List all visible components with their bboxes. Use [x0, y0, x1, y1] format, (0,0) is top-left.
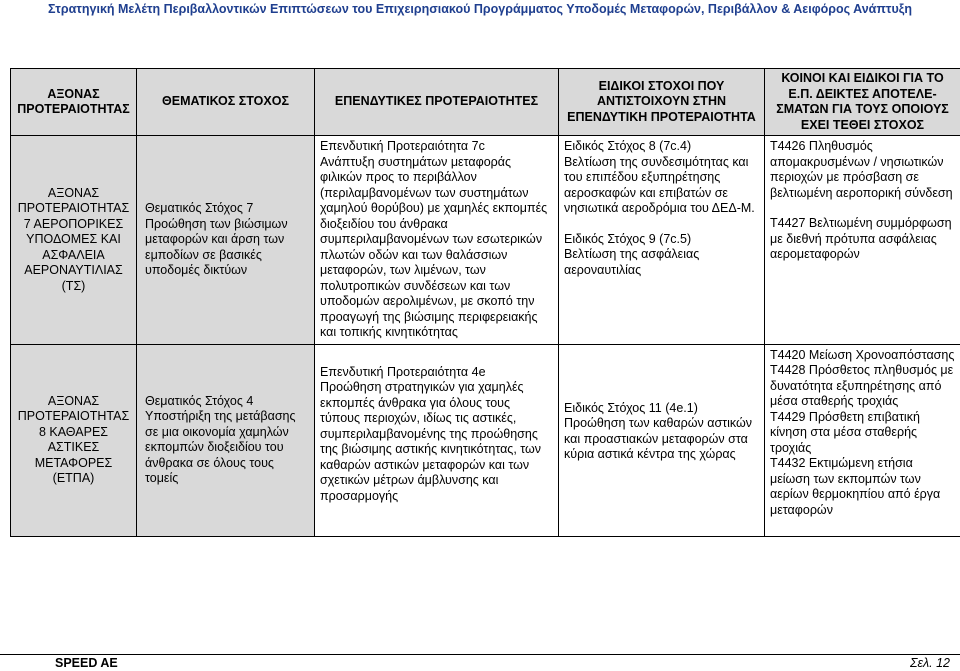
axis-cell: ΑΞΟΝΑΣ ΠΡΟΤΕΡΑΙΟΤΗΤΑΣ 8 ΚΑΘΑΡΕΣ ΑΣΤΙΚΕΣ ΜΕΤΑΦΟΡΕΣ (ΕΤΠΑ)	[11, 344, 137, 536]
header-specific-goals: ΕΙΔΙΚΟΙ ΣΤΟΧΟΙ ΠΟΥ ΑΝΤΙΣΤΟΙΧΟΥΝ ΣΤΗΝ ΕΠΕΝΔΥΤΙΚΗ ΠΡΟΤΕΡΑΙΟΤΗΤΑ	[559, 69, 765, 136]
thematic-goal-text: Προώθηση των βιώσιμων μεταφορών και άρση των εμποδίων σε βασικές υποδομές δικτύων	[145, 216, 288, 277]
specific-goals-cell	[559, 136, 765, 345]
investment-priority-text: Ανάπτυξη συστημάτων μεταφοράς φιλικών προς το περιβάλλον (περιλαμβανομένων των συστημάτων χαμηλού θορύβου) με χαμηλές εκπομπές διοξειδίου του άνθρακα συμπεριλαμβανομένων των εσωτερικών πλωτών οδών και των θαλάσσιων μεταφορών, των λιμένων, των πολυτροπικών συνδέσεων και των υποδομών αερολιμένων, με σκοπό την προαγωγή της βιώσιμης περιφερειακής και τοπικής κινητικότητας	[320, 154, 548, 339]
indicator-item: T4426 Πληθυσμός απομακρυσμένων / νησιωτικών περιοχών με πρόσβαση σε βελτιωμένη αεροπορική σύνδεση	[770, 139, 953, 200]
specific-goals-cell	[559, 344, 765, 536]
indicators-cell	[765, 136, 960, 345]
indicator-item: T4428 Πρόσθετος πληθυσμός με δυνατότητα εξυπηρέτησης από μέσα σταθερής τροχιάς	[770, 363, 954, 408]
thematic-goal-title: Θεματικός Στόχος 4	[145, 393, 254, 408]
investment-priority-cell	[315, 136, 559, 345]
specific-goal-text: Προώθηση των καθαρών αστικών και προαστιακών μεταφορών στα κύρια αστικά κέντρα της χώρας	[564, 416, 752, 461]
axis-cell: ΑΞΟΝΑΣ ΠΡΟΤΕΡΑΙΟΤΗΤΑΣ 7 ΑΕΡΟΠΟΡΙΚΕΣ ΥΠΟΔΟΜΕΣ ΚΑΙ ΑΣΦΑΛΕΙΑ ΑΕΡΟΝΑΥΤΙΛΙΑΣ (ΤΣ)	[11, 136, 137, 345]
indicator-item: T4427 Βελτιωμένη συμμόρφωση με διεθνή πρότυπα ασφάλειας αερομεταφορών	[770, 216, 952, 261]
footer-company: SPEED AE	[55, 656, 118, 670]
priority-axes-table	[10, 68, 960, 537]
thematic-goal-text: Υποστήριξη της μετάβασης σε μια οικονομία χαμηλών εκπομπών διοξειδίου του άνθρακα σε όλους τους τομείς	[145, 409, 296, 485]
thematic-goal-cell	[137, 136, 315, 345]
thematic-goal-title: Θεματικός Στόχος 7	[145, 201, 254, 215]
investment-priority-title: Επενδυτική Προτεραιότητα 4e	[320, 364, 486, 379]
investment-priority-title: Επενδυτική Προτεραιότητα 7c	[320, 139, 485, 153]
specific-goal-text: Βελτίωση της ασφάλειας αεροναυτιλίας	[564, 247, 700, 277]
thematic-goal-cell	[137, 344, 315, 536]
indicator-item: T4432 Εκτιμώμενη ετήσια μείωση των εκπομπών των αερίων θερμοκηπίου από έργα μεταφορών	[770, 456, 941, 517]
investment-priority-cell	[315, 344, 559, 536]
specific-goal-text: Βελτίωση της συνδεσιμότητας και του επιπέδου εξυπηρέτησης αεροσκαφών και επιβατών σε νησιωτικά αεροδρόμια του ΔΕΔ-Μ.	[564, 154, 755, 215]
indicators-cell	[765, 344, 960, 536]
specific-goal-title: Ειδικός Στόχος 11 (4e.1)	[564, 400, 698, 415]
specific-goal-title: Ειδικός Στόχος 8 (7c.4)	[564, 139, 692, 153]
page-number: Σελ. 12	[910, 656, 950, 670]
indicator-item: T4429 Πρόσθετη επιβατική κίνηση στα μέσα σταθερής τροχιάς	[770, 409, 920, 455]
table-row	[11, 344, 960, 536]
header-investment-priorities: ΕΠΕΝΔΥΤΙΚΕΣ ΠΡΟΤΕΡΑΙΟΤΗΤΕΣ	[315, 69, 559, 136]
footer-divider	[0, 654, 960, 655]
indicator-item: T4420 Μείωση Χρονοαπόστασης	[770, 347, 955, 362]
header-result-indicators: ΚΟΙΝΟΙ ΚΑΙ ΕΙΔΙΚΟΙ ΓΙΑ ΤΟ Ε.Π. ΔΕΙΚΤΕΣ ΑΠΟΤΕΛΕ-ΣΜΑΤΩΝ ΓΙΑ ΤΟΥΣ ΟΠΟΙΟΥΣ ΕΧΕΙ ΤΕΘΕΙ ΣΤΟΧΟΣ	[765, 69, 960, 136]
investment-priority-text: Προώθηση στρατηγικών για χαμηλές εκπομπές άνθρακα για όλους τους τύπους περιοχών, ιδίως τις αστικές, συμπεριλαμβανομένης της προώθησης της βιώσιμης αστικής κινητικότητας, των καθαρών αστικών μεταφορών και των σχετικών μέτρων άμβλυνσης και προσαρμογής	[320, 380, 542, 503]
specific-goal-title: Ειδικός Στόχος 9 (7c.5)	[564, 231, 692, 246]
table-row	[11, 136, 960, 345]
header-axis: ΑΞΟΝΑΣ ΠΡΟΤΕΡΑΙΟΤΗΤΑΣ	[11, 69, 137, 136]
document-running-header: Στρατηγική Μελέτη Περιβαλλοντικών Επιπτώσεων του Επιχειρησιακού Προγράμματος Υποδομές Μεταφορών, Περιβάλλον & Αειφόρος Ανάπτυξη	[48, 2, 912, 16]
table-header-row	[11, 69, 960, 136]
header-thematic-goal: ΘΕΜΑΤΙΚΟΣ ΣΤΟΧΟΣ	[137, 69, 315, 136]
